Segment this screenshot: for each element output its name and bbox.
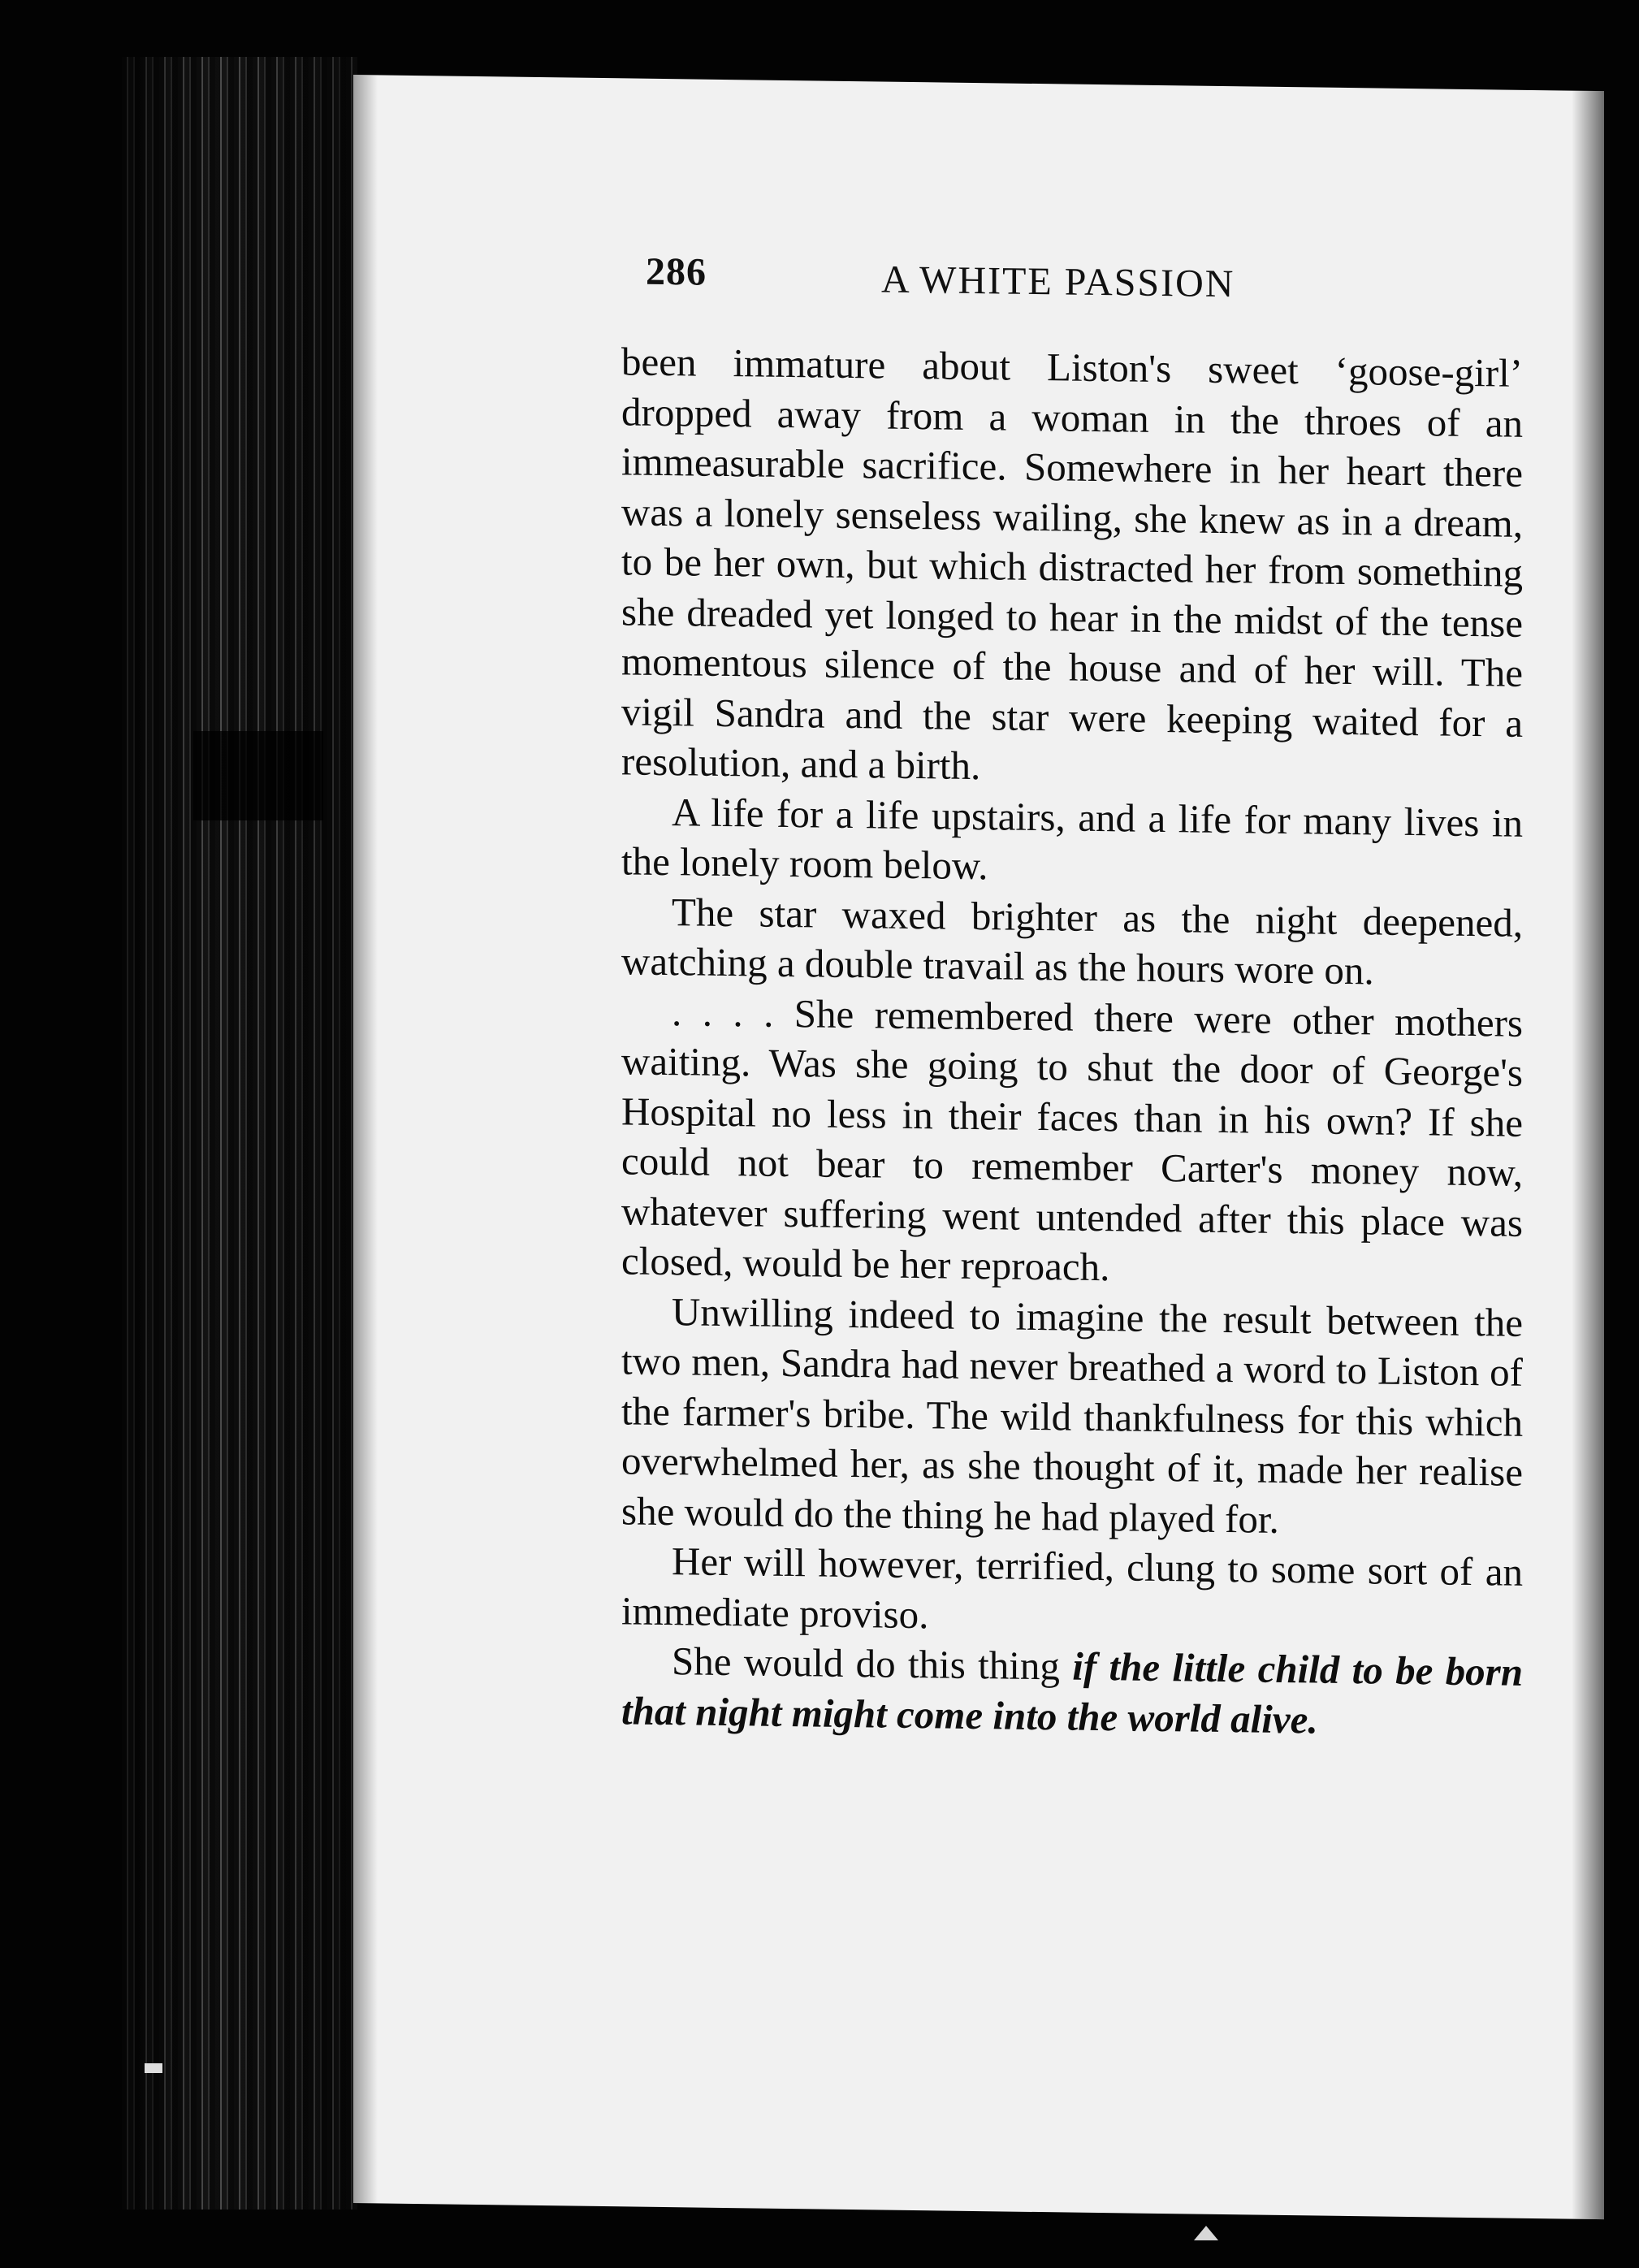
paragraph-3: The star waxed brighter as the night deepened, watching a double travail as the hours wore on. [621,889,1523,993]
running-head: A WHITE PASSION [881,258,1235,306]
paragraph-7-italic: if the little child to be born that night might come into the world alive. [621,1643,1523,1742]
paragraph-6: Her will however, terrified, clung to some sort of an immediate proviso. [621,1539,1523,1637]
page-header [646,249,1458,306]
scan-artifact-mark [1194,2226,1218,2240]
page-edge-shadow [1572,91,1604,2220]
paragraph-2: A life for a life upstairs, and a life for many lives in the lonely room below. [621,789,1523,889]
page-number: 286 [646,249,707,294]
body-text [621,336,1523,1747]
paragraph-7 [621,1635,1523,1747]
printed-page [353,75,1604,2219]
edge-smudge [193,731,323,820]
paragraph-1: been immature about Liston's sweet ‘goose-girl’ dropped away from a woman in the throes of an immeasurable sacrifice. Somewhere in her heart there was a lonely senseless wailing, she knew as in a dream, to be her own, but which distracted her from something she dreaded yet longed to hear in the midst of the tense momentous silence of the house and of her will. The vigil Sandra and the star were keeping waited for a resolution, and a birth. [621,339,1523,789]
gutter-shadow [353,75,378,2203]
paragraph-4: . . . . She remembered there were other mothers waiting. Was she going to shut the door of George's Hospital no less in their faces than in his own? If she could not bear to remember Carter's money now, whatever suffering went untended after this place was closed, would be her reproach. [621,989,1523,1290]
paragraph-7-roman: She would do this thing [672,1638,1073,1689]
edge-notch [145,2063,162,2073]
paragraph-5: Unwilling indeed to imagine the result between the two men, Sandra had never breathed a word to Liston of the farmer's bribe. The wild thankfulness for this which overwhelmed her, as she thought of it, made her realise she would do the thing he had played for. [621,1288,1523,1542]
fore-edge-shadow [122,57,357,2210]
